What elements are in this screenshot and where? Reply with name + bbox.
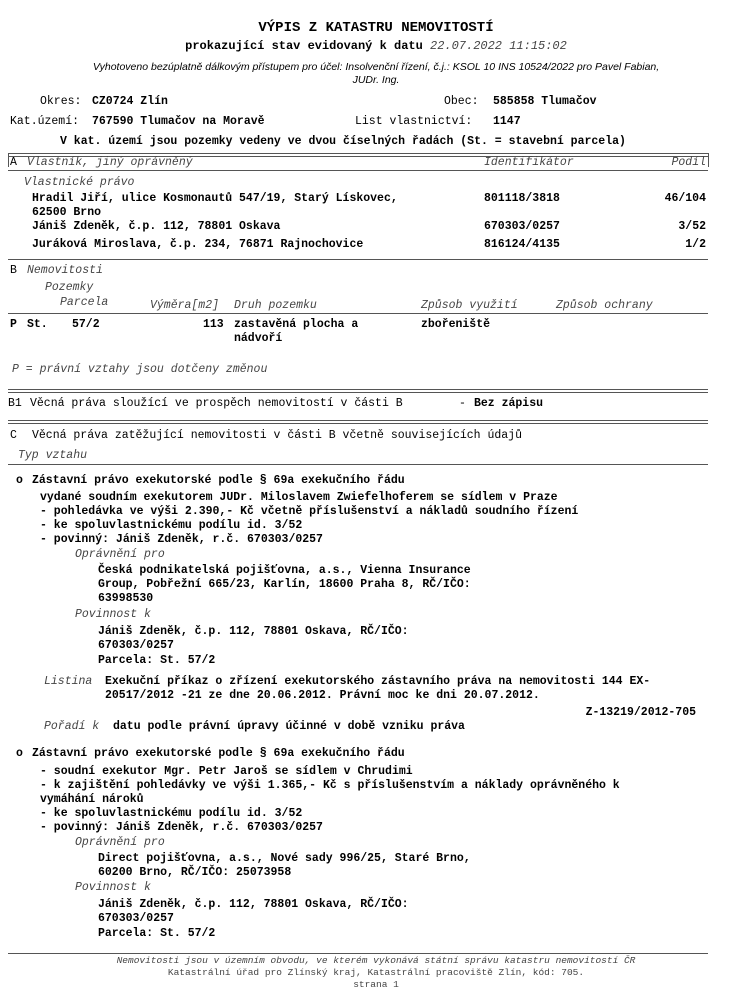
entry-1-line: vydané soudním exekutorem JUDr. Miloslavem Zwiefelhoferem se sídlem v Praze bbox=[40, 491, 558, 504]
owner-1-share: 46/104 bbox=[664, 192, 706, 205]
entry-1-poradi-value: datu podle právní úpravy účinné v době vzniku práva bbox=[113, 720, 465, 733]
section-b1-title: Věcná práva sloužící ve prospěch nemovitostí v části B bbox=[30, 397, 403, 410]
b-footnote: P = právní vztahy jsou dotčeny změnou bbox=[12, 363, 268, 376]
owner-3-id: 816124/4135 bbox=[484, 238, 560, 251]
vlastnicke-pravo: Vlastnické právo bbox=[24, 176, 135, 189]
entry-2-pov-line: 670303/0257 bbox=[98, 912, 174, 925]
entry-1-opr-line: Česká podnikatelská pojišťovna, a.s., Vienna Insurance bbox=[98, 564, 471, 577]
col-druh: Druh pozemku bbox=[234, 299, 317, 312]
section-a-title: Vlastník, jiný oprávněný bbox=[27, 156, 193, 169]
entry-2-line: - ke spoluvlastnickému podílu id. 3/52 bbox=[40, 807, 303, 820]
owner-1-name: Hradil Jiří, ulice Kosmonautů 547/19, Starý Lískovec, bbox=[32, 192, 398, 205]
entry-1-listina-label: Listina bbox=[44, 675, 93, 688]
entry-2-line: vymáhání nároků bbox=[40, 793, 144, 806]
section-b-letter: B bbox=[10, 264, 17, 277]
entry-2-line: - povinný: Jániš Zdeněk, r.č. 670303/0257 bbox=[40, 821, 323, 834]
entry-1-listina-ref: Z-13219/2012-705 bbox=[585, 706, 696, 719]
col-ochrana: Způsob ochrany bbox=[556, 299, 653, 312]
entry-1-bullet: o bbox=[16, 474, 23, 487]
owner-3-share: 1/2 bbox=[685, 238, 706, 251]
info-note: V kat. území jsou pozemky vedeny ve dvou číselných řadách (St. = stavební parcela) bbox=[60, 135, 626, 148]
page-subtitle bbox=[0, 39, 752, 53]
lv-label: List vlastnictví: bbox=[355, 115, 473, 128]
parcel-st: St. bbox=[27, 318, 48, 331]
col-identifikator: Identifikátor bbox=[484, 156, 574, 169]
divider bbox=[8, 313, 708, 314]
owner-3-name: Juráková Miroslava, č.p. 234, 76871 Rajnochovice bbox=[32, 238, 364, 251]
parcel-number: 57/2 bbox=[72, 318, 100, 331]
okres-value: CZ0724 Zlín bbox=[92, 95, 168, 108]
col-parcela: Parcela bbox=[60, 296, 109, 309]
parcel-druh-2: nádvoří bbox=[234, 332, 283, 345]
footer-divider bbox=[8, 953, 708, 954]
footer-line-2: Katastrální úřad pro Zlínský kraj, Katastrální pracoviště Zlín, kód: 705. bbox=[167, 967, 585, 978]
entry-1-opr-line: Group, Pobřežní 665/23, Karlín, 18600 Praha 8, RČ/IČO: bbox=[98, 578, 471, 591]
parcel-druh-1: zastavěná plocha a bbox=[234, 318, 359, 331]
entry-2-pov-line: Jániš Zdeněk, č.p. 112, 78801 Oskava, RČ/IČO: bbox=[98, 898, 409, 911]
section-c-title: Věcná práva zatěžující nemovitosti v části B včetně souvisejících údajů bbox=[32, 429, 522, 442]
entry-1-poradi-label: Pořadí k bbox=[44, 720, 100, 733]
frame-right bbox=[708, 153, 709, 167]
entry-2-opr-label: Oprávnění pro bbox=[75, 836, 165, 849]
purpose-line-1: Vyhotoveno bezúplatně dálkovým přístupem pro účel: Insolvenční řízení, č.j.: KSOL 10 INS 10524/2022 pro Pavel Fabian, bbox=[92, 61, 660, 73]
parcel-vyuziti: zbořeniště bbox=[421, 318, 491, 331]
obec-label: Obec: bbox=[444, 95, 479, 108]
entry-2-opr-line: 60200 Brno, RČ/IČO: 25073958 bbox=[98, 866, 292, 879]
entry-2-opr-line: Direct pojišťovna, a.s., Nové sady 996/25, Staré Brno, bbox=[98, 852, 471, 865]
entry-2-title: Zástavní právo exekutorské podle § 69a exekučního řádu bbox=[32, 747, 405, 760]
frame-left bbox=[8, 153, 9, 167]
section-a-letter: A bbox=[10, 156, 17, 169]
entry-1-pov-label: Povinnost k bbox=[75, 608, 151, 621]
lv-value: 1147 bbox=[493, 115, 521, 128]
col-vymera: Výměra[m2] bbox=[150, 299, 220, 312]
col-vyuziti: Způsob využití bbox=[421, 299, 518, 312]
entry-2-pov-line: Parcela: St. 57/2 bbox=[98, 927, 216, 940]
owner-2-share: 3/52 bbox=[678, 220, 706, 233]
entry-1-line: - ke spoluvlastnickému podílu id. 3/52 bbox=[40, 519, 303, 532]
entry-2-bullet: o bbox=[16, 747, 23, 760]
section-c-letter: C bbox=[10, 429, 17, 442]
entry-2-line: - soudní exekutor Mgr. Petr Jaroš se sídlem v Chrudimi bbox=[40, 765, 413, 778]
footer-line-1: Nemovitosti jsou v územním obvodu, ve kterém vykonává státní správu katastru nemovitostí ČR bbox=[116, 955, 636, 966]
entry-1-title: Zástavní právo exekutorské podle § 69a exekučního řádu bbox=[32, 474, 405, 487]
col-podil: Podíl bbox=[671, 156, 706, 169]
entry-1-line: - povinný: Jániš Zdeněk, r.č. 670303/0257 bbox=[40, 533, 323, 546]
entry-1-opr-label: Oprávnění pro bbox=[75, 548, 165, 561]
owner-1-city: 62500 Brno bbox=[32, 206, 102, 219]
divider bbox=[8, 389, 708, 390]
entry-1-listina-line: Exekuční příkaz o zřízení exekutorského zástavního práva na nemovitosti 144 EX- bbox=[105, 675, 651, 688]
parcel-p: P bbox=[10, 318, 17, 331]
section-b1-letter: B1 bbox=[8, 397, 22, 410]
page-title: VÝPIS Z KATASTRU NEMOVITOSTÍ bbox=[258, 20, 494, 36]
owner-2-id: 670303/0257 bbox=[484, 220, 560, 233]
entry-1-opr-line: 63998530 bbox=[98, 592, 154, 605]
purpose-line-2: JUDr. Ing. bbox=[352, 74, 400, 86]
typ-vztahu: Typ vztahu bbox=[18, 449, 88, 462]
divider bbox=[8, 170, 708, 171]
entry-1-line: - pohledávka ve výši 2.390,- Kč včetně příslušenství a nákladů soudního řízení bbox=[40, 505, 579, 518]
entry-1-pov-line: Parcela: St. 57/2 bbox=[98, 654, 216, 667]
entry-2-line: - k zajištění pohledávky ve výši 1.365,- Kč s příslušenstvím a náklady oprávněného k bbox=[40, 779, 620, 792]
divider bbox=[8, 392, 708, 393]
pozemky-label: Pozemky bbox=[45, 281, 94, 294]
subtitle-label: prokazující stav evidovaný k datu bbox=[185, 39, 423, 53]
owner-1-id: 801118/3818 bbox=[484, 192, 560, 205]
divider bbox=[8, 259, 708, 260]
entry-1-pov-line: 670303/0257 bbox=[98, 639, 174, 652]
entry-1-pov-line: Jániš Zdeněk, č.p. 112, 78801 Oskava, RČ/IČO: bbox=[98, 625, 409, 638]
page-number: strana 1 bbox=[353, 979, 399, 990]
divider bbox=[8, 464, 708, 465]
divider bbox=[8, 420, 708, 421]
okres-label: Okres: bbox=[40, 95, 82, 108]
divider bbox=[8, 153, 708, 154]
entry-1-listina-line: 20517/2012 -21 ze dne 20.06.2012. Právní moc ke dni 20.07.2012. bbox=[105, 689, 540, 702]
katuzemi-label: Kat.území: bbox=[10, 115, 80, 128]
section-b1-dash: - bbox=[459, 397, 466, 410]
section-b1-value: Bez zápisu bbox=[474, 397, 544, 410]
divider bbox=[8, 423, 708, 424]
subtitle-date: 22.07.2022 11:15:02 bbox=[430, 39, 567, 53]
parcel-vymera: 113 bbox=[203, 318, 224, 331]
owner-2-name: Jániš Zdeněk, č.p. 112, 78801 Oskava bbox=[32, 220, 281, 233]
obec-value: 585858 Tlumačov bbox=[493, 95, 597, 108]
entry-2-pov-label: Povinnost k bbox=[75, 881, 151, 894]
katuzemi-value: 767590 Tlumačov na Moravě bbox=[92, 115, 265, 128]
section-b-title: Nemovitosti bbox=[27, 264, 103, 277]
